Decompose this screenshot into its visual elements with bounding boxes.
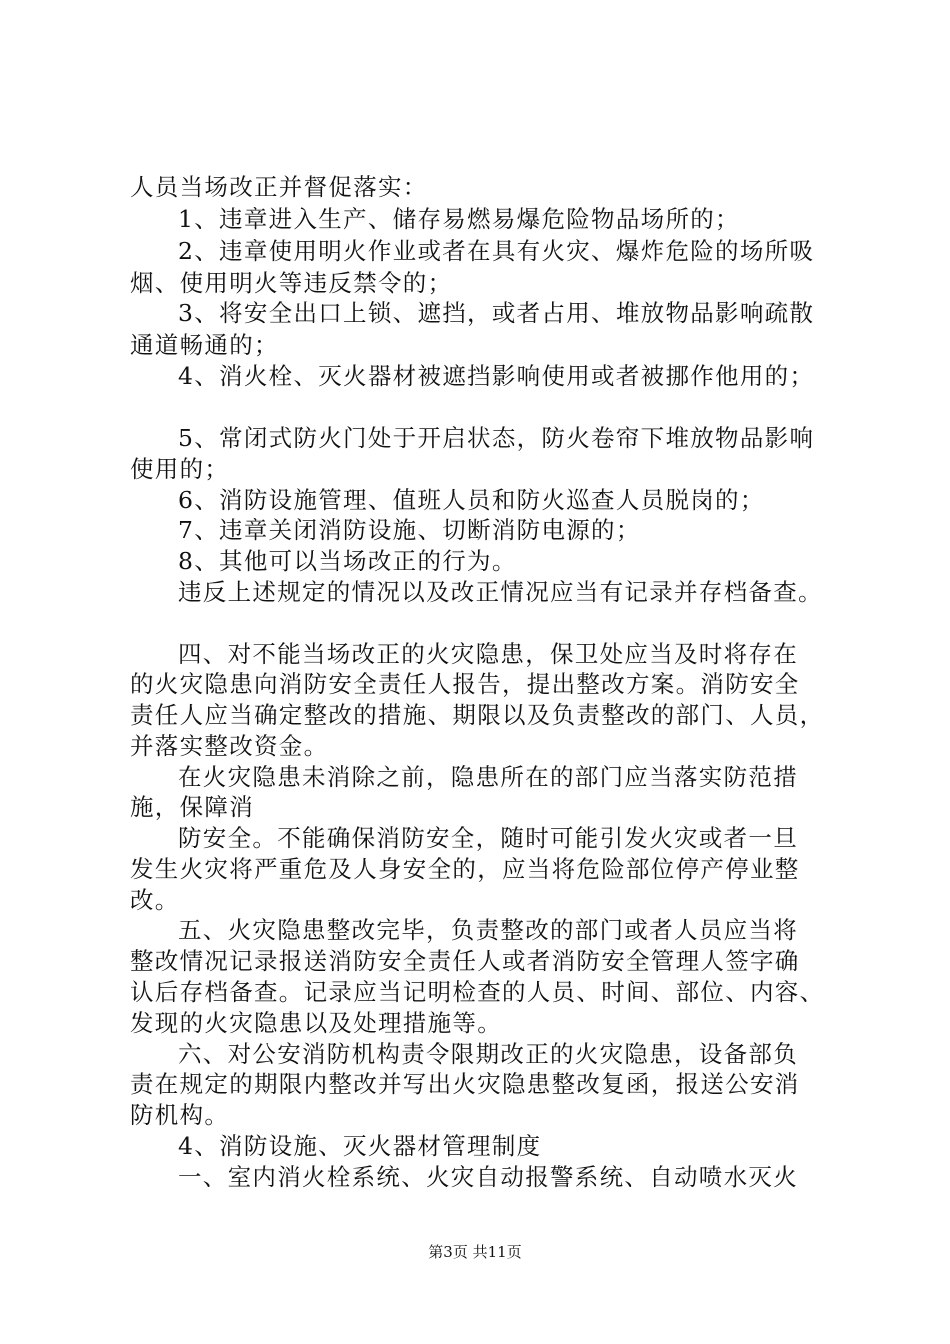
text-line: 3、将安全出口上锁、遮挡，或者占用、堆放物品影响疏散 — [178, 299, 815, 327]
text-line: 发现的火灾隐患以及处理措施等。 — [130, 1009, 502, 1037]
text-line: 使用的； — [130, 455, 230, 483]
text-line: 烟、使用明火等违反禁令的； — [130, 269, 453, 297]
text-line: 5、常闭式防火门处于开启状态，防火卷帘下堆放物品影响 — [178, 424, 815, 452]
text-line: 4、消火栓、灭火器材被遮挡影响使用或者被挪作他用的； — [178, 362, 815, 390]
text-line: 并落实整改资金。 — [130, 732, 329, 760]
text-line: 六、对公安消防机构责令限期改正的火灾隐患，设备部负 — [178, 1040, 798, 1068]
text-line: 发生火灾将严重危及人身安全的，应当将危险部位停产停业整 — [130, 855, 800, 883]
text-line: 整改情况记录报送消防安全责任人或者消防安全管理人签字确 — [130, 947, 800, 975]
text-line: 人员当场改正并督促落实： — [130, 173, 428, 201]
text-line: 防机构。 — [130, 1101, 230, 1129]
text-line: 的火灾隐患向消防安全责任人报告，提出整改方案。消防安全 — [130, 670, 800, 698]
text-line: 改。 — [130, 886, 180, 914]
text-line: 2、违章使用明火作业或者在具有火灾、爆炸危险的场所吸 — [178, 237, 815, 265]
page-footer: 第3页 共11页 — [428, 1243, 522, 1261]
text-line: 6、消防设施管理、值班人员和防火巡查人员脱岗的； — [178, 486, 765, 514]
text-line: 在火灾隐患未消除之前，隐患所在的部门应当落实防范措 — [178, 763, 798, 791]
text-line: 责在规定的期限内整改并写出火灾隐患整改复函，报送公安消 — [130, 1070, 800, 1098]
text-line: 违反上述规定的情况以及改正情况应当有记录并存档备查。 — [178, 578, 823, 606]
text-line: 防安全。不能确保消防安全，随时可能引发火灾或者一旦 — [178, 824, 798, 852]
text-line: 五、火灾隐患整改完毕，负责整改的部门或者人员应当将 — [178, 916, 798, 944]
text-line: 四、对不能当场改正的火灾隐患，保卫处应当及时将存在 — [178, 640, 798, 668]
text-line: 认后存档备查。记录应当记明检查的人员、时间、部位、内容、 — [130, 978, 825, 1006]
text-line: 7、违章关闭消防设施、切断消防电源的； — [178, 516, 641, 544]
text-line: 1、违章进入生产、储存易燃易爆危险物品场所的； — [178, 205, 740, 233]
text-line: 一、室内消火栓系统、火灾自动报警系统、自动喷水灭火 — [178, 1163, 798, 1191]
text-line: 8、其他可以当场改正的行为。 — [178, 547, 517, 575]
text-line: 通道畅通的； — [130, 331, 279, 359]
text-line: 4、消防设施、灭火器材管理制度 — [178, 1132, 542, 1160]
text-line: 责任人应当确定整改的措施、期限以及负责整改的部门、人员， — [130, 701, 825, 729]
text-line: 施，保障消 — [130, 793, 254, 821]
